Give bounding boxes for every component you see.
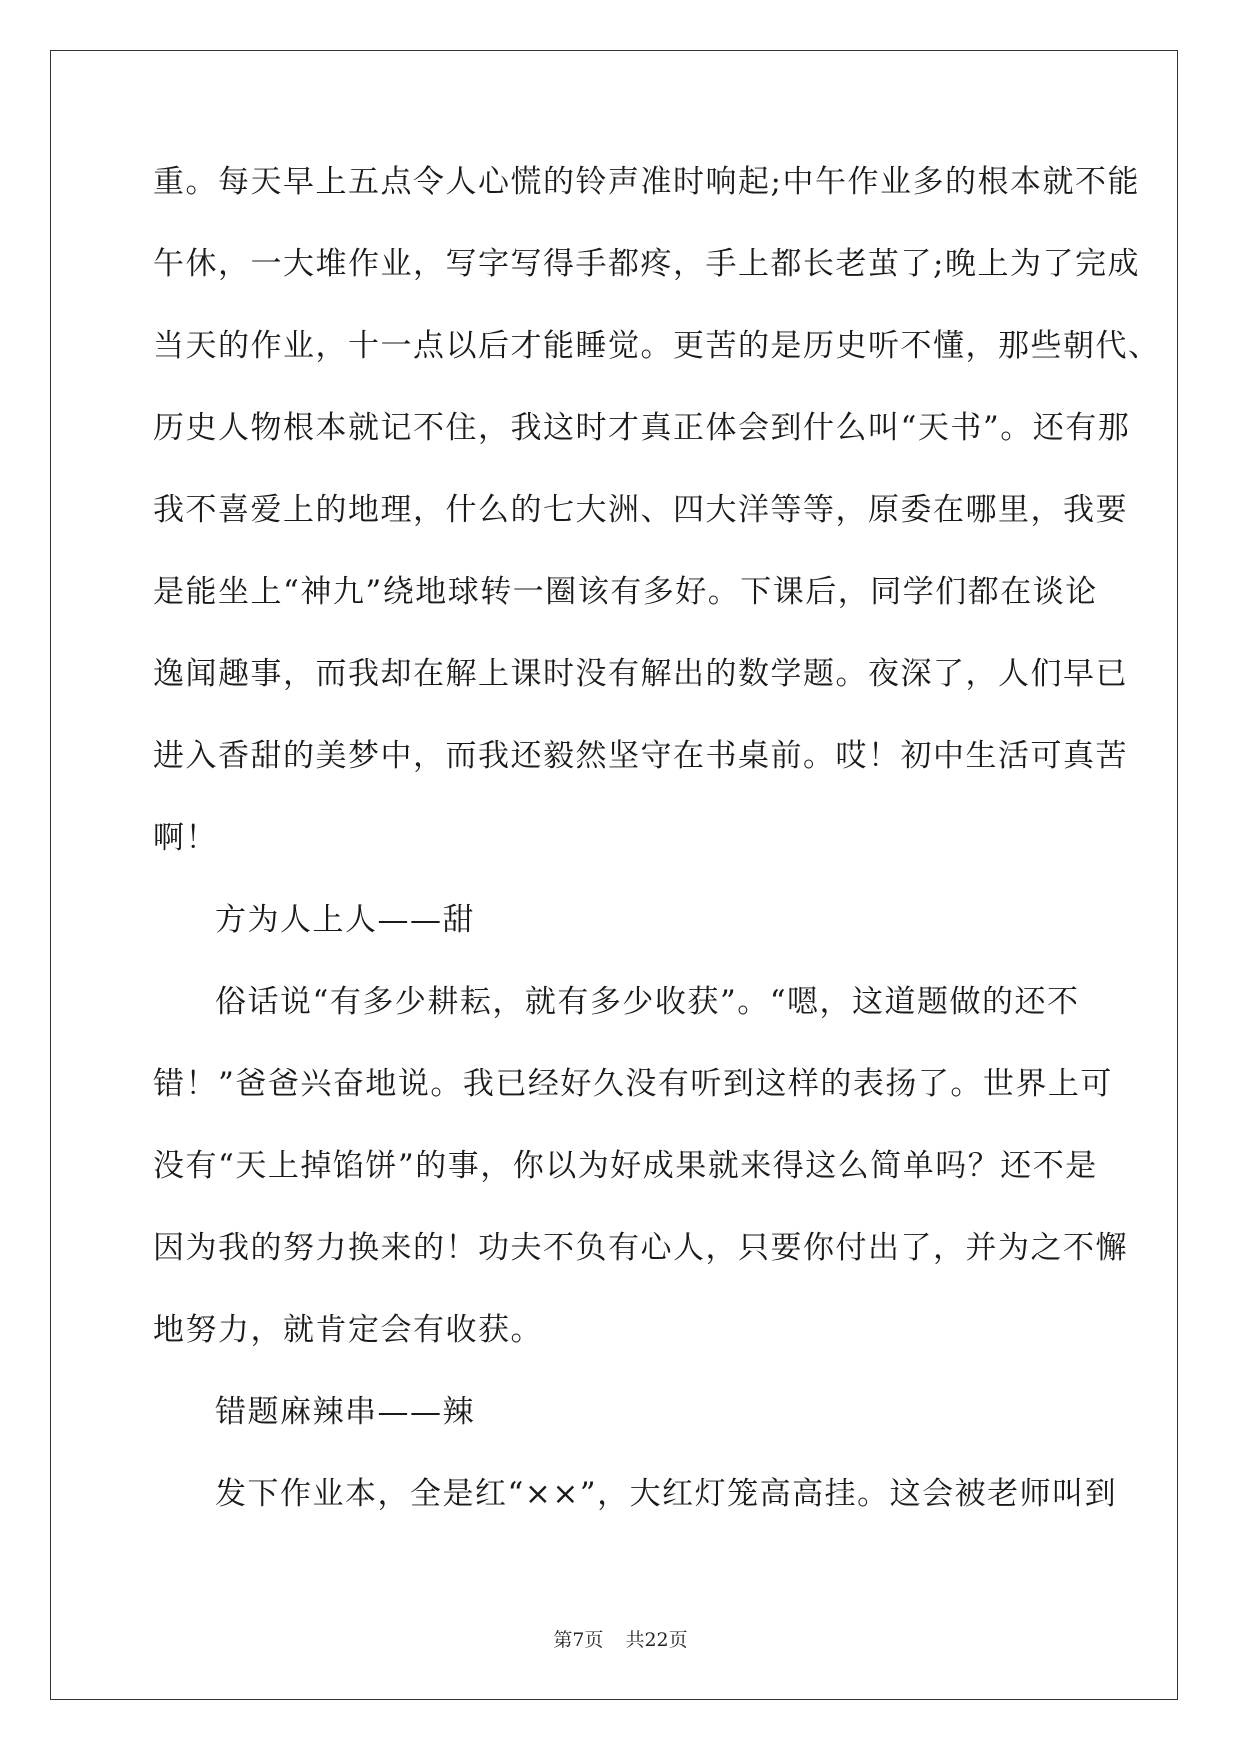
text-line: 当天的作业，十一点以后才能睡觉。更苦的是历史听不懂，那些朝代、 [153, 328, 1161, 364]
text-line: 地努力，就肯定会有收获。 [153, 1312, 543, 1348]
text-line: 是能坐上“神九”绕地球转一圈该有多好。下课后，同学们都在谈论 [153, 574, 1098, 610]
page-number: 第7页 [553, 1629, 604, 1651]
text-line: 发下作业本，全是红“××”，大红灯笼高高挂。这会被老师叫到 [215, 1476, 1118, 1512]
section-heading: 错题麻辣串——辣 [215, 1394, 475, 1430]
text-line: 历史人物根本就记不住，我这时才真正体会到什么叫“天书”。还有那 [153, 410, 1131, 446]
text-line: 逸闻趣事，而我却在解上课时没有解出的数学题。夜深了，人们早已 [153, 656, 1128, 692]
section-heading: 方为人上人——甜 [215, 902, 475, 938]
text-line: 俗话说“有多少耕耘，就有多少收获”。“嗯，这道题做的还不 [215, 984, 1080, 1020]
text-line: 我不喜爱上的地理，什么的七大洲、四大洋等等，原委在哪里，我要 [153, 492, 1128, 528]
text-line: 进入香甜的美梦中，而我还毅然坚守在书桌前。哎！初中生活可真苦 [153, 738, 1128, 774]
text-line: 重。每天早上五点令人心慌的铃声准时响起;中午作业多的根本就不能 [153, 164, 1140, 200]
text-line: 因为我的努力换来的！功夫不负有心人，只要你付出了，并为之不懈 [153, 1230, 1128, 1266]
text-line: 午休，一大堆作业，写字写得手都疼，手上都长老茧了;晚上为了完成 [153, 246, 1140, 282]
text-line: 啊！ [153, 820, 218, 856]
page-footer [0, 1625, 1241, 1652]
document-body [153, 160, 1161, 1554]
text-line: 错！”爸爸兴奋地说。我已经好久没有听到这样的表扬了。世界上可 [153, 1066, 1113, 1102]
text-line: 没有“天上掉馅饼”的事，你以为好成果就来得这么简单吗？还不是 [153, 1148, 1098, 1184]
page-total: 共22页 [625, 1629, 688, 1651]
